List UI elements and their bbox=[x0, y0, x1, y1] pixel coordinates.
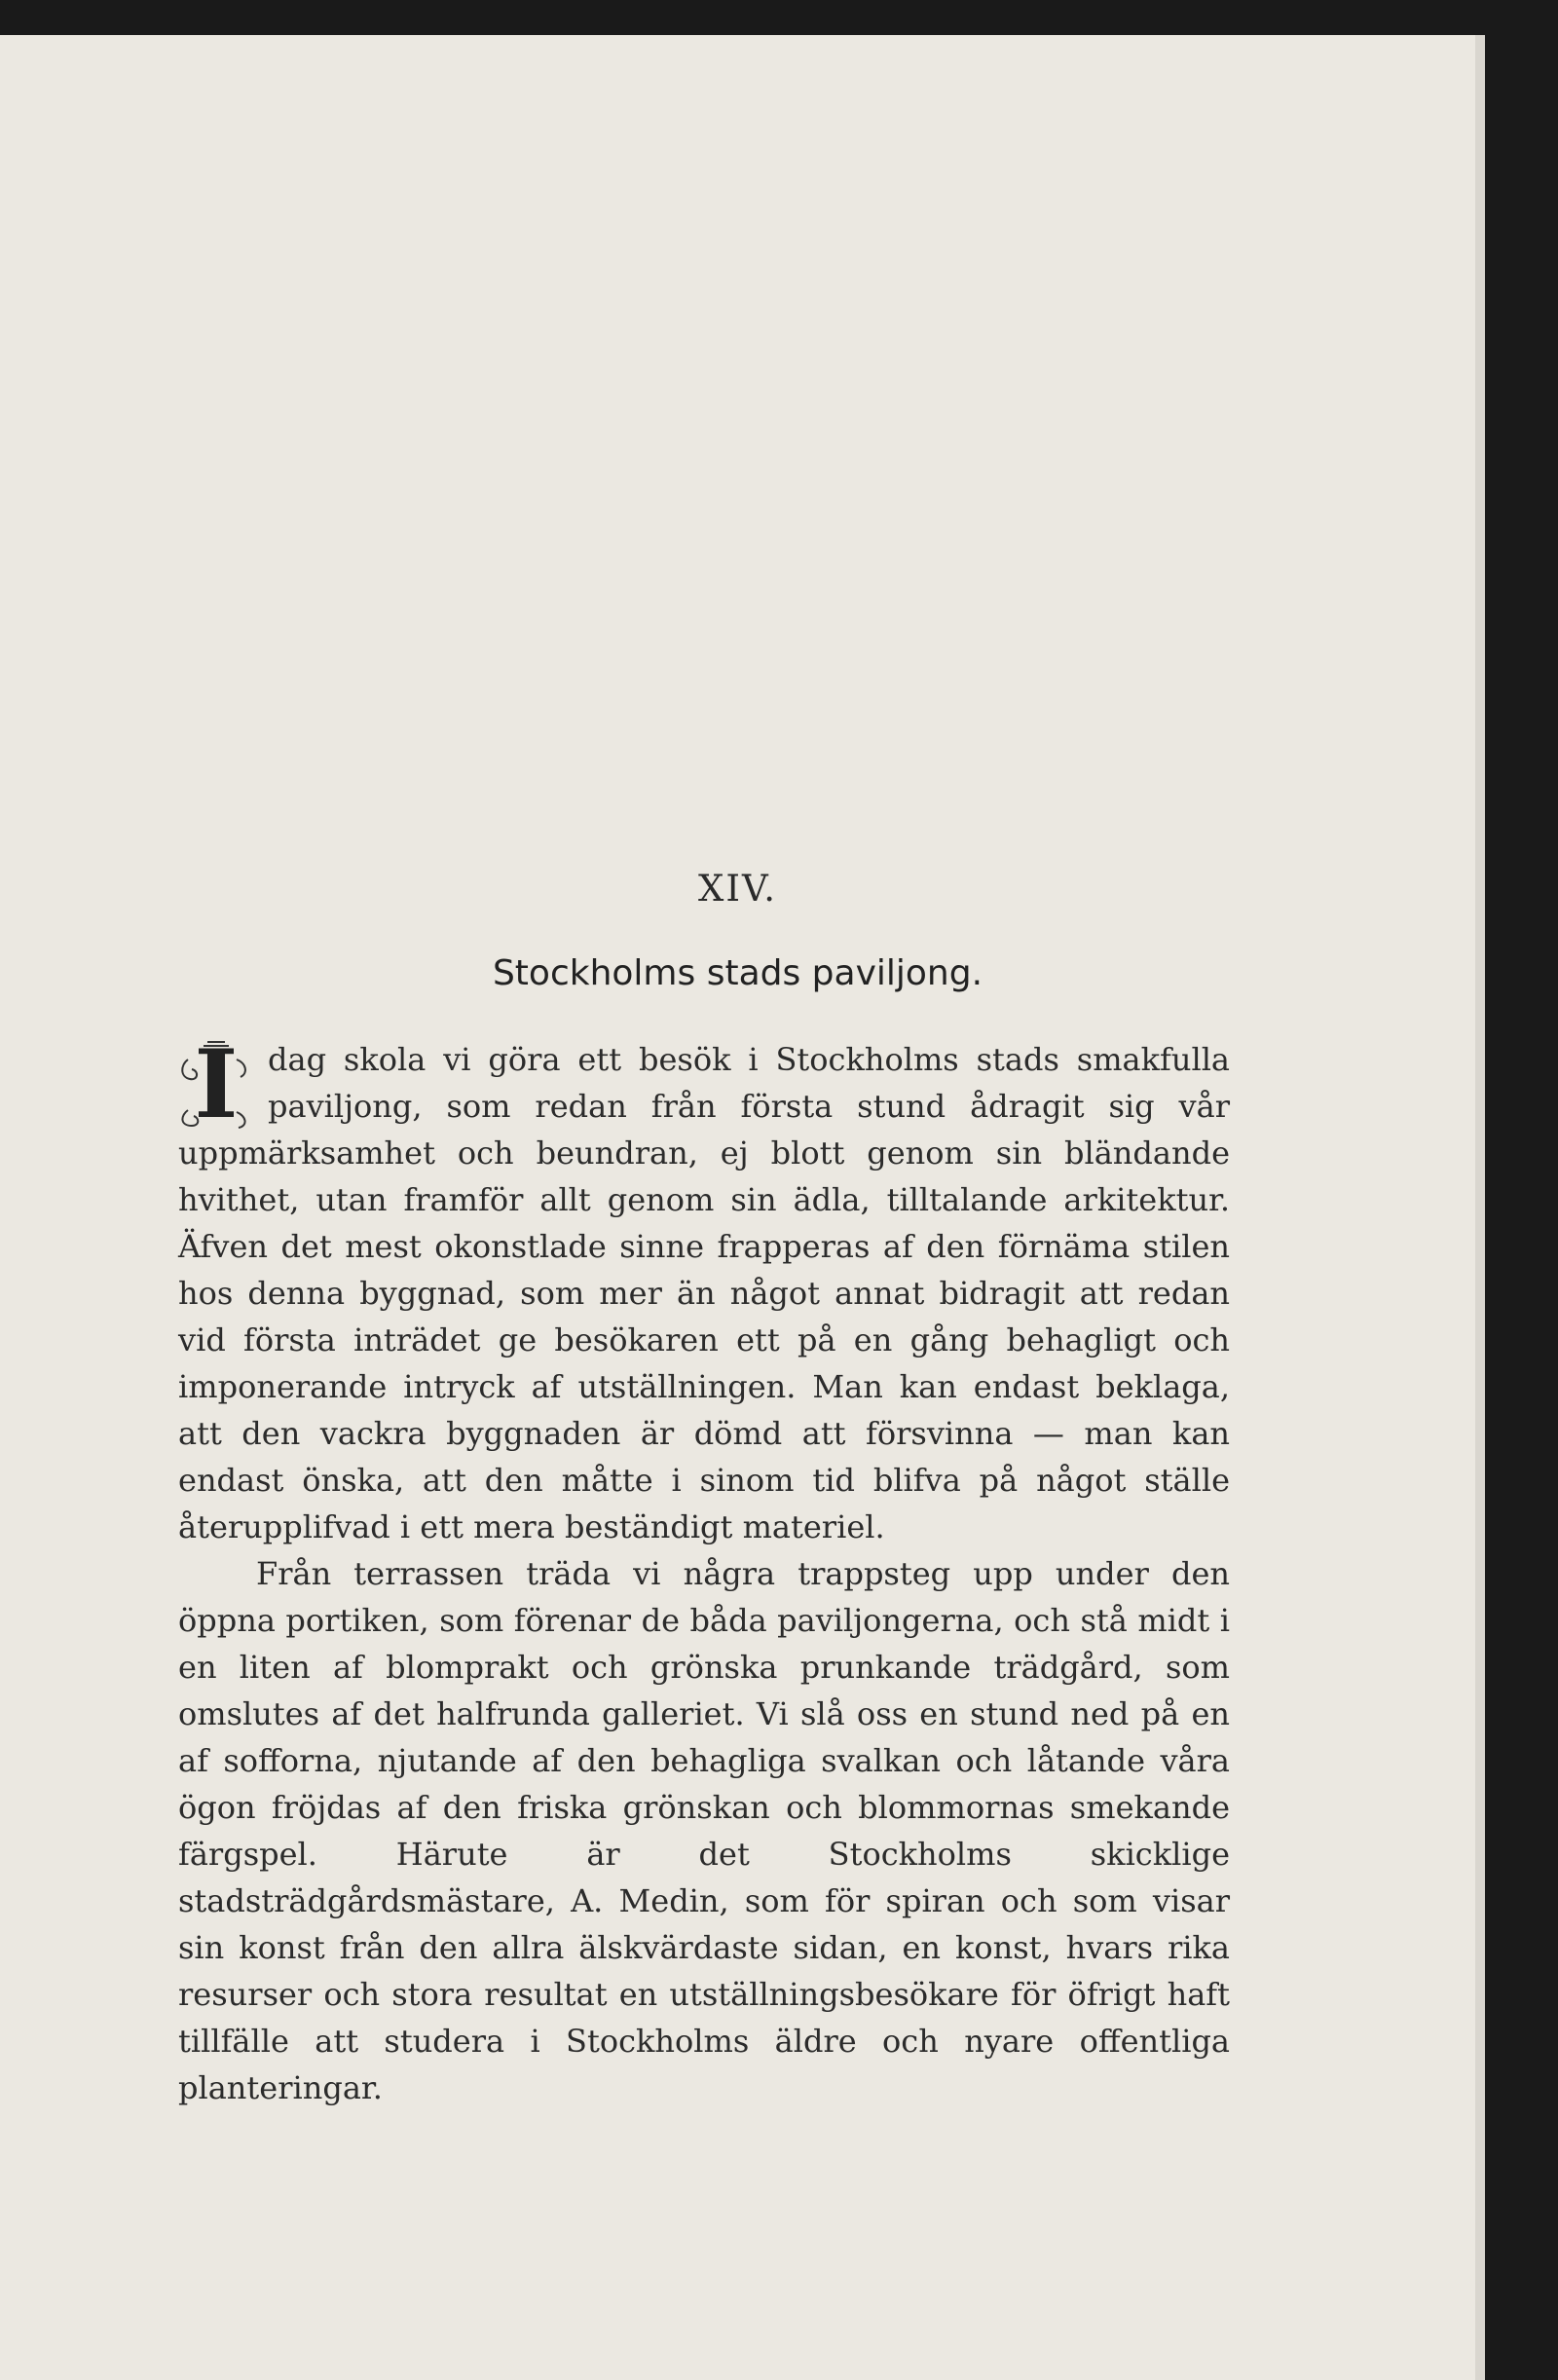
paragraph-1: I dag skola vi göra ett besök i Stockholms stads smakfulla paviljong, som redan från första stund ådragit sig vår uppmärksamhet och beundran, ej blott genom sin bländande hvithet, utan framför allt genom sin ädla, tilltalande arkitektur. Äfven det mest okonstlade sinne frapperas af den förnäma stilen hos denna byggnad, som mer än något annat bidragit att redan vid första inträdet ge besökaren ett på en gång behagligt och imponerande intryck af utställningen. Man kan endast beklaga, att den vackra byggnaden är dömd att försvinna — man kan endast önska, att den måtte i sinom tid blifva på något ställe återupplifvad i ett mera beständigt materiel. bbox=[178, 1029, 1230, 1545]
chapter-number: XIV. bbox=[698, 868, 777, 910]
page-edge bbox=[1475, 35, 1485, 2380]
chapter-title: Stockholms stads paviljong. bbox=[492, 953, 983, 993]
drop-cap-ornament-icon bbox=[178, 1040, 254, 1130]
drop-cap: I bbox=[178, 1040, 254, 1130]
chapter-body bbox=[178, 1029, 1230, 2111]
book-page bbox=[0, 35, 1475, 2380]
paragraph-2: Från terrassen träda vi några trappsteg upp under den öppna portiken, som förenar de båda paviljongerna, och stå midt i en liten af blomprakt och grönska prunkande trädgård, som omslutes af det halfrunda galleriet. Vi slå oss en stund ned på en af sofforna, njutande af den behagliga svalkan och låtande våra ögon fröjdas af den friska grönskan och blommornas smekande färgspel. Härute är det Stockholms skicklige stadsträdgårdsmästare, A. Medin, som för spiran och som visar sin konst från den allra älskvärdaste sidan, en konst, hvars rika resurser och stora resultat en utställningsbesökare för öfrigt haft tillfälle att studera i Stockholms äldre och nyare offentliga planteringar. bbox=[178, 1555, 1230, 2106]
